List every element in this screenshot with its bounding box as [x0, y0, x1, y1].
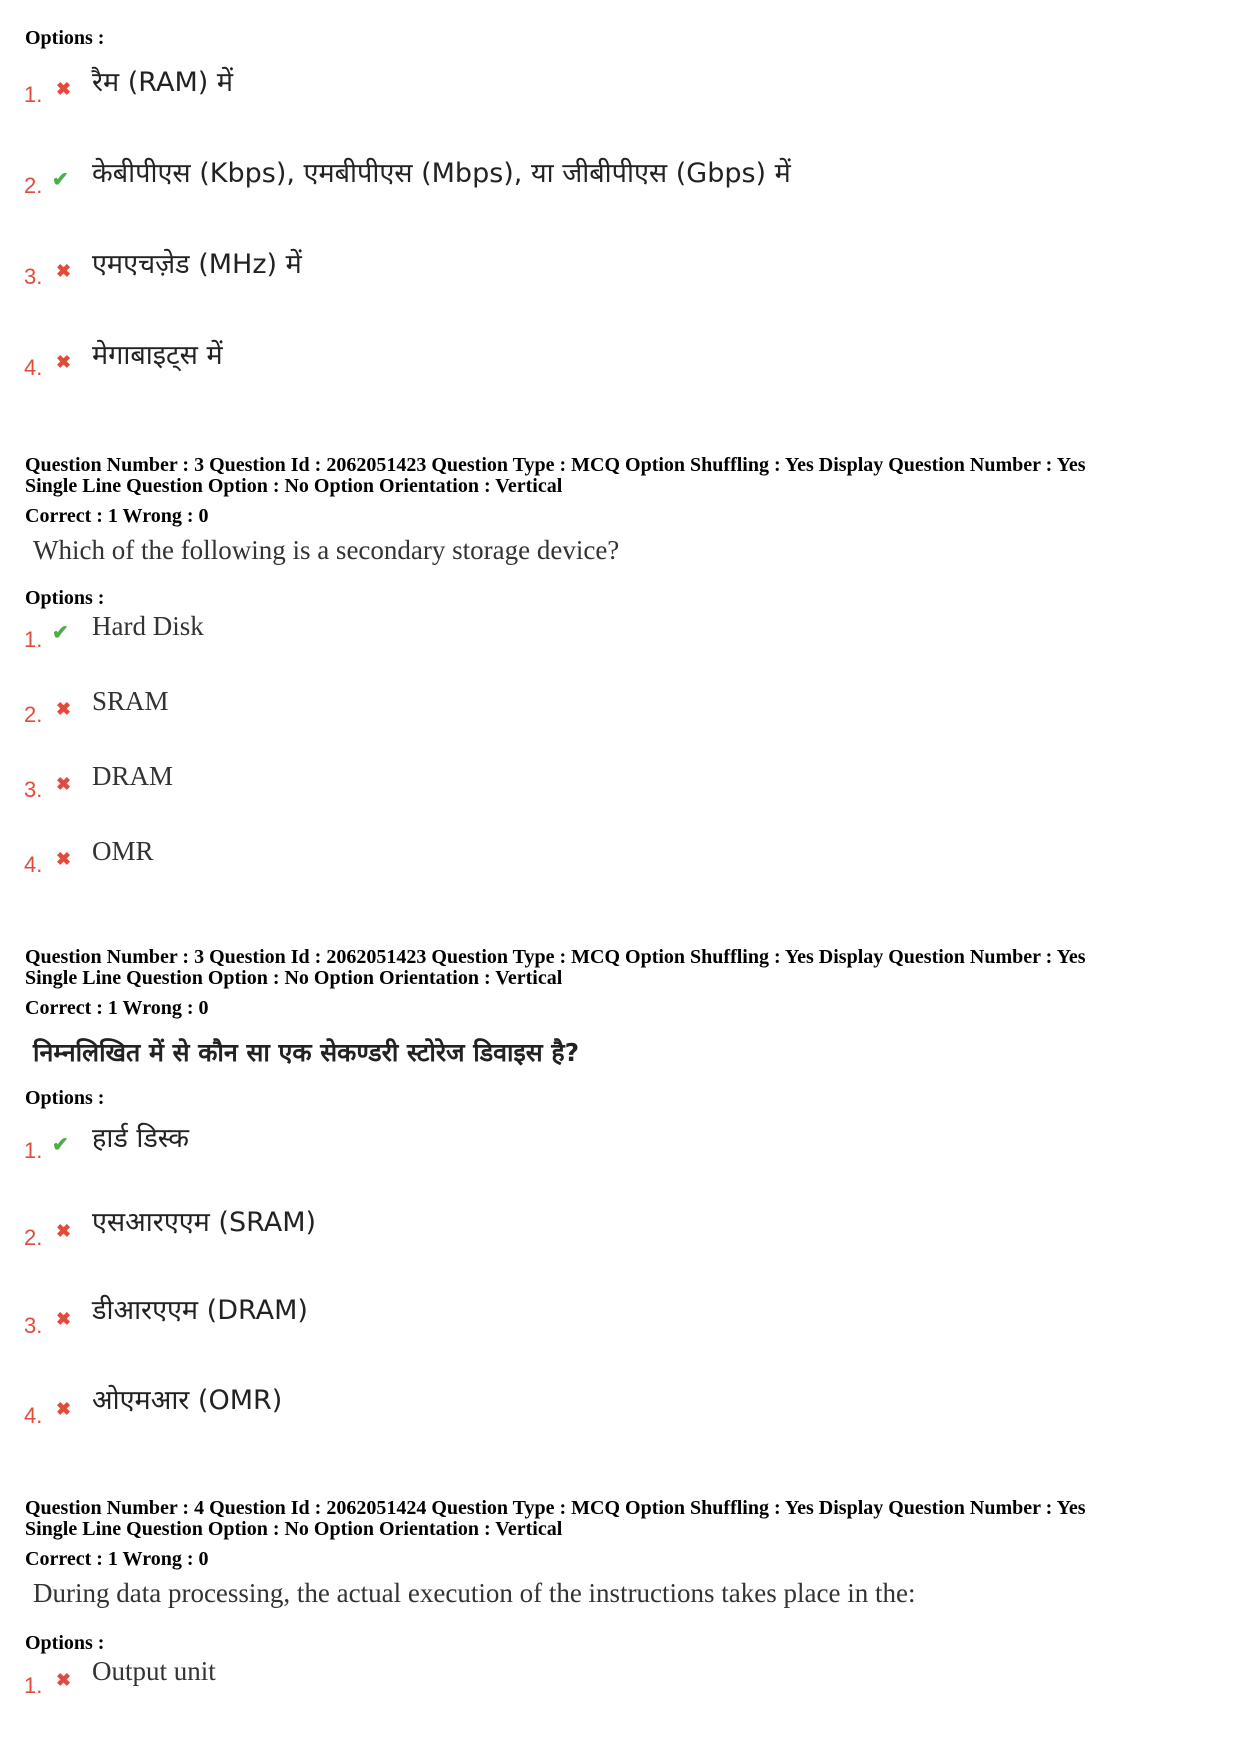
cross-icon: ✖	[56, 261, 72, 281]
cross-icon: ✖	[56, 1309, 72, 1329]
option-item	[24, 264, 42, 290]
options-label: Options :	[25, 27, 105, 49]
option-text: हार्ड डिस्क	[92, 1123, 190, 1154]
option-item	[24, 1403, 42, 1429]
cross-icon: ✖	[56, 699, 72, 719]
option-item	[24, 1673, 42, 1699]
cross-icon: ✖	[56, 1670, 72, 1690]
option-text: OMR	[92, 836, 154, 866]
check-icon: ✔	[52, 622, 69, 644]
option-number: 1.	[24, 82, 43, 107]
check-icon: ✔	[52, 1134, 69, 1156]
question-meta-2: Single Line Question Option : No Option Orientation : Vertical	[25, 475, 563, 497]
option-text: एसआरएएम (SRAM)	[92, 1207, 317, 1238]
options-label: Options :	[25, 1632, 105, 1654]
option-item	[24, 1313, 42, 1339]
option-number: 4.	[24, 355, 43, 380]
cross-icon: ✖	[56, 1221, 72, 1241]
options-label: Options :	[25, 1087, 105, 1109]
question-meta-2: Single Line Question Option : No Option Orientation : Vertical	[25, 967, 563, 989]
cross-icon: ✖	[56, 352, 72, 372]
option-number: 1.	[24, 1673, 43, 1698]
option-text: SRAM	[92, 686, 169, 716]
option-number: 2.	[24, 1225, 43, 1250]
option-number: 3.	[24, 1313, 43, 1338]
option-text: ओएमआर (OMR)	[92, 1385, 283, 1416]
option-item	[24, 627, 42, 653]
question-meta: Question Number : 4 Question Id : 2062051424 Question Type : MCQ Option Shuffling : Yes Display Question Number : Yes	[25, 1497, 1086, 1519]
option-text: डीआरएएम (DRAM)	[92, 1295, 308, 1326]
question-text: Which of the following is a secondary storage device?	[33, 535, 620, 565]
option-number: 2.	[24, 702, 43, 727]
question-text: During data processing, the actual execution of the instructions takes place in the:	[33, 1578, 916, 1608]
question-meta: Question Number : 3 Question Id : 2062051423 Question Type : MCQ Option Shuffling : Yes Display Question Number : Yes	[25, 946, 1086, 968]
cross-icon: ✖	[56, 79, 72, 99]
option-text: केबीपीएस (Kbps), एमबीपीएस (Mbps), या जीबीपीएस (Gbps) में	[92, 158, 791, 189]
option-number: 2.	[24, 173, 43, 198]
option-text: एमएचज़ेड (MHz) में	[92, 249, 302, 280]
option-text: मेगाबाइट्स में	[92, 340, 223, 371]
score-line: Correct : 1 Wrong : 0	[25, 505, 209, 527]
cross-icon: ✖	[56, 849, 72, 869]
option-number: 4.	[24, 1403, 43, 1428]
question-meta-2: Single Line Question Option : No Option Orientation : Vertical	[25, 1518, 563, 1540]
option-item	[24, 82, 42, 108]
option-text: रैम (RAM) में	[92, 67, 233, 98]
option-item	[24, 852, 42, 878]
option-item	[24, 777, 42, 803]
option-number: 4.	[24, 852, 43, 877]
cross-icon: ✖	[56, 774, 72, 794]
option-number: 1.	[24, 627, 43, 652]
option-text: Hard Disk	[92, 611, 204, 641]
score-line: Correct : 1 Wrong : 0	[25, 1548, 209, 1570]
option-item	[24, 355, 42, 381]
cross-icon: ✖	[56, 1399, 72, 1419]
option-item	[24, 1138, 42, 1164]
option-item	[24, 1225, 42, 1251]
question-meta: Question Number : 3 Question Id : 2062051423 Question Type : MCQ Option Shuffling : Yes Display Question Number : Yes	[25, 454, 1086, 476]
check-icon: ✔	[52, 169, 69, 191]
option-number: 3.	[24, 264, 43, 289]
options-label: Options :	[25, 587, 105, 609]
option-item	[24, 702, 42, 728]
option-text: Output unit	[92, 1656, 216, 1686]
option-number: 3.	[24, 777, 43, 802]
option-item	[24, 173, 42, 199]
score-line: Correct : 1 Wrong : 0	[25, 997, 209, 1019]
option-text: DRAM	[92, 761, 174, 791]
question-text: निम्नलिखित में से कौन सा एक सेकण्डरी स्टोरेज डिवाइस है?	[33, 1038, 580, 1067]
option-number: 1.	[24, 1138, 43, 1163]
